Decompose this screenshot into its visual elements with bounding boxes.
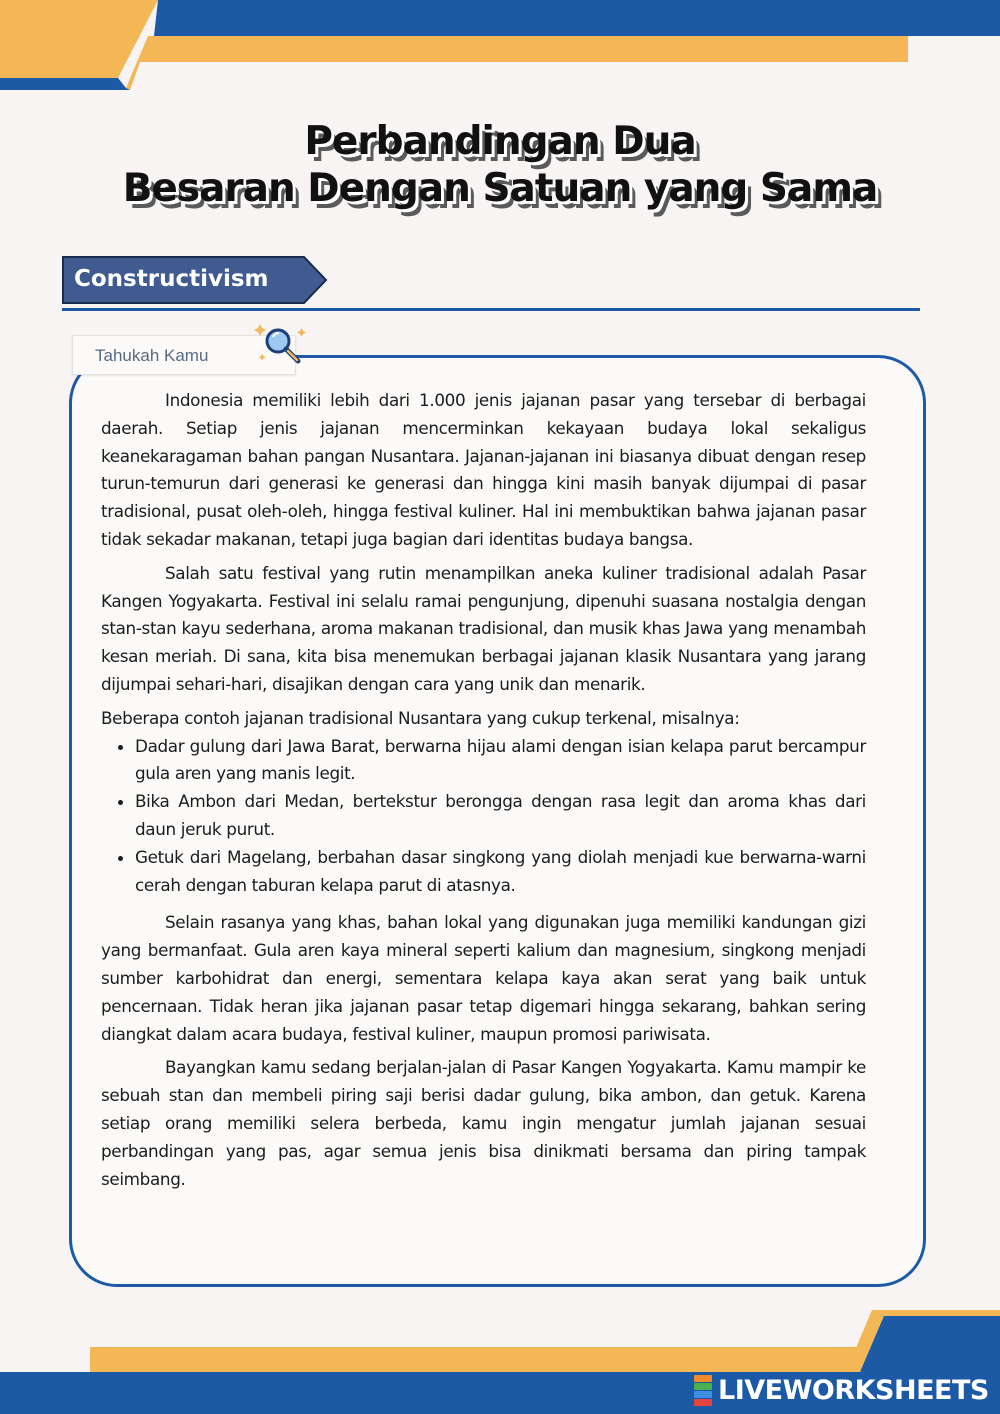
paragraph-festival: Salah satu festival yang rutin menampilkan aneka kuliner tradisional adalah Pasar Kangen Yogyakarta. Festival ini selalu ramai pengunjung, dipenuhi suasana nostalgia dengan stan-stan kayu sederhana, aroma makanan tradisional, dan musik khas Jawa yang menambah kesan meriah. Di sana, kita bisa menemukan berbagai jajanan klasik Nusantara yang jarang dijumpai sehari-hari, disajikan dengan cara yang unik dan menarik. (101, 562, 866, 694)
paragraph-nutrition: Selain rasanya yang khas, bahan lokal yang digunakan juga memiliki kandungan gizi yang bermanfaat. Gula aren kaya mineral seperti kalium dan magnesium, singkong menjadi sumber karbohidrat dan energi, sementara kelapa kaya akan serat yang baik untuk pencernaan. Tidak heran jika jajanan pasar tetap digemari hingga sekarang, bahkan sering diangkat dalam acara budaya, festival kuliner, maupun promosi pariwisata. (101, 912, 866, 1044)
section-badge-label: Constructivism (74, 266, 269, 292)
list-item: • Bika Ambon dari Medan, bertekstur berongga dengan rasa legit dan aroma khas dari daun jeruk purut. (135, 788, 866, 844)
list-item: • Dadar gulung dari Jawa Barat, berwarna hijau alami dengan isian kelapa parut bercampur gula aren yang manis legit. (135, 733, 866, 789)
top-decoration (0, 0, 1000, 95)
paragraph-scenario: Bayangkan kamu sedang berjalan-jalan di Pasar Kangen Yogyakarta. Kamu mampir ke sebuah stan dan membeli piring saji berisi dadar gulung, bika ambon, dan getuk. Karena setiap orang memiliki selera berbeda, kamu ingin mengatur jumlah jajanan sesuai perbandingan yang pas, agar semua jenis bisa dinikmati bersama dan piring tampak seimbang. (101, 1057, 866, 1189)
info-tab-label: Tahukah Kamu (95, 346, 209, 365)
section-badge (62, 256, 324, 304)
liveworksheets-logo-text: LIVEWORKSHEETS (718, 1374, 989, 1406)
body-text (101, 387, 866, 1199)
liveworksheets-logo (694, 1372, 989, 1408)
magnifier-icon (252, 322, 310, 372)
liveworksheets-icon (694, 1374, 714, 1406)
title-line-2: Besaran Dengan Satuan yang Sama (122, 166, 878, 211)
paragraph-examples-lead: Beberapa contoh jajanan tradisional Nusantara yang cukup terkenal, misalnya: (101, 707, 740, 728)
paragraph-intro: Indonesia memiliki lebih dari 1.000 jenis jajanan pasar yang tersebar di berbagai daerah. Setiap jenis jajanan mencerminkan kekayaan budaya lokal sekaligus keanekaragaman bahan pangan Nusantara. Jajanan-jajanan ini biasanya dibuat dengan resep turun-temurun dari generasi ke generasi dan hingga kini masih banyak dijumpai di pasar tradisional, pusat oleh-oleh, hingga festival kuliner. Hal ini membuktikan bahwa jajanan pasar tidak sekadar makanan, tetapi juga bagian dari identitas budaya bangsa. (101, 390, 866, 549)
section-divider (62, 308, 920, 311)
page-title (0, 118, 1000, 212)
examples-list (101, 733, 866, 900)
title-line-1: Perbandingan Dua (304, 119, 696, 164)
list-item: • Getuk dari Magelang, berbahan dasar singkong yang diolah menjadi kue berwarna-warni cerah dengan taburan kelapa parut di atasnya. (135, 844, 866, 900)
